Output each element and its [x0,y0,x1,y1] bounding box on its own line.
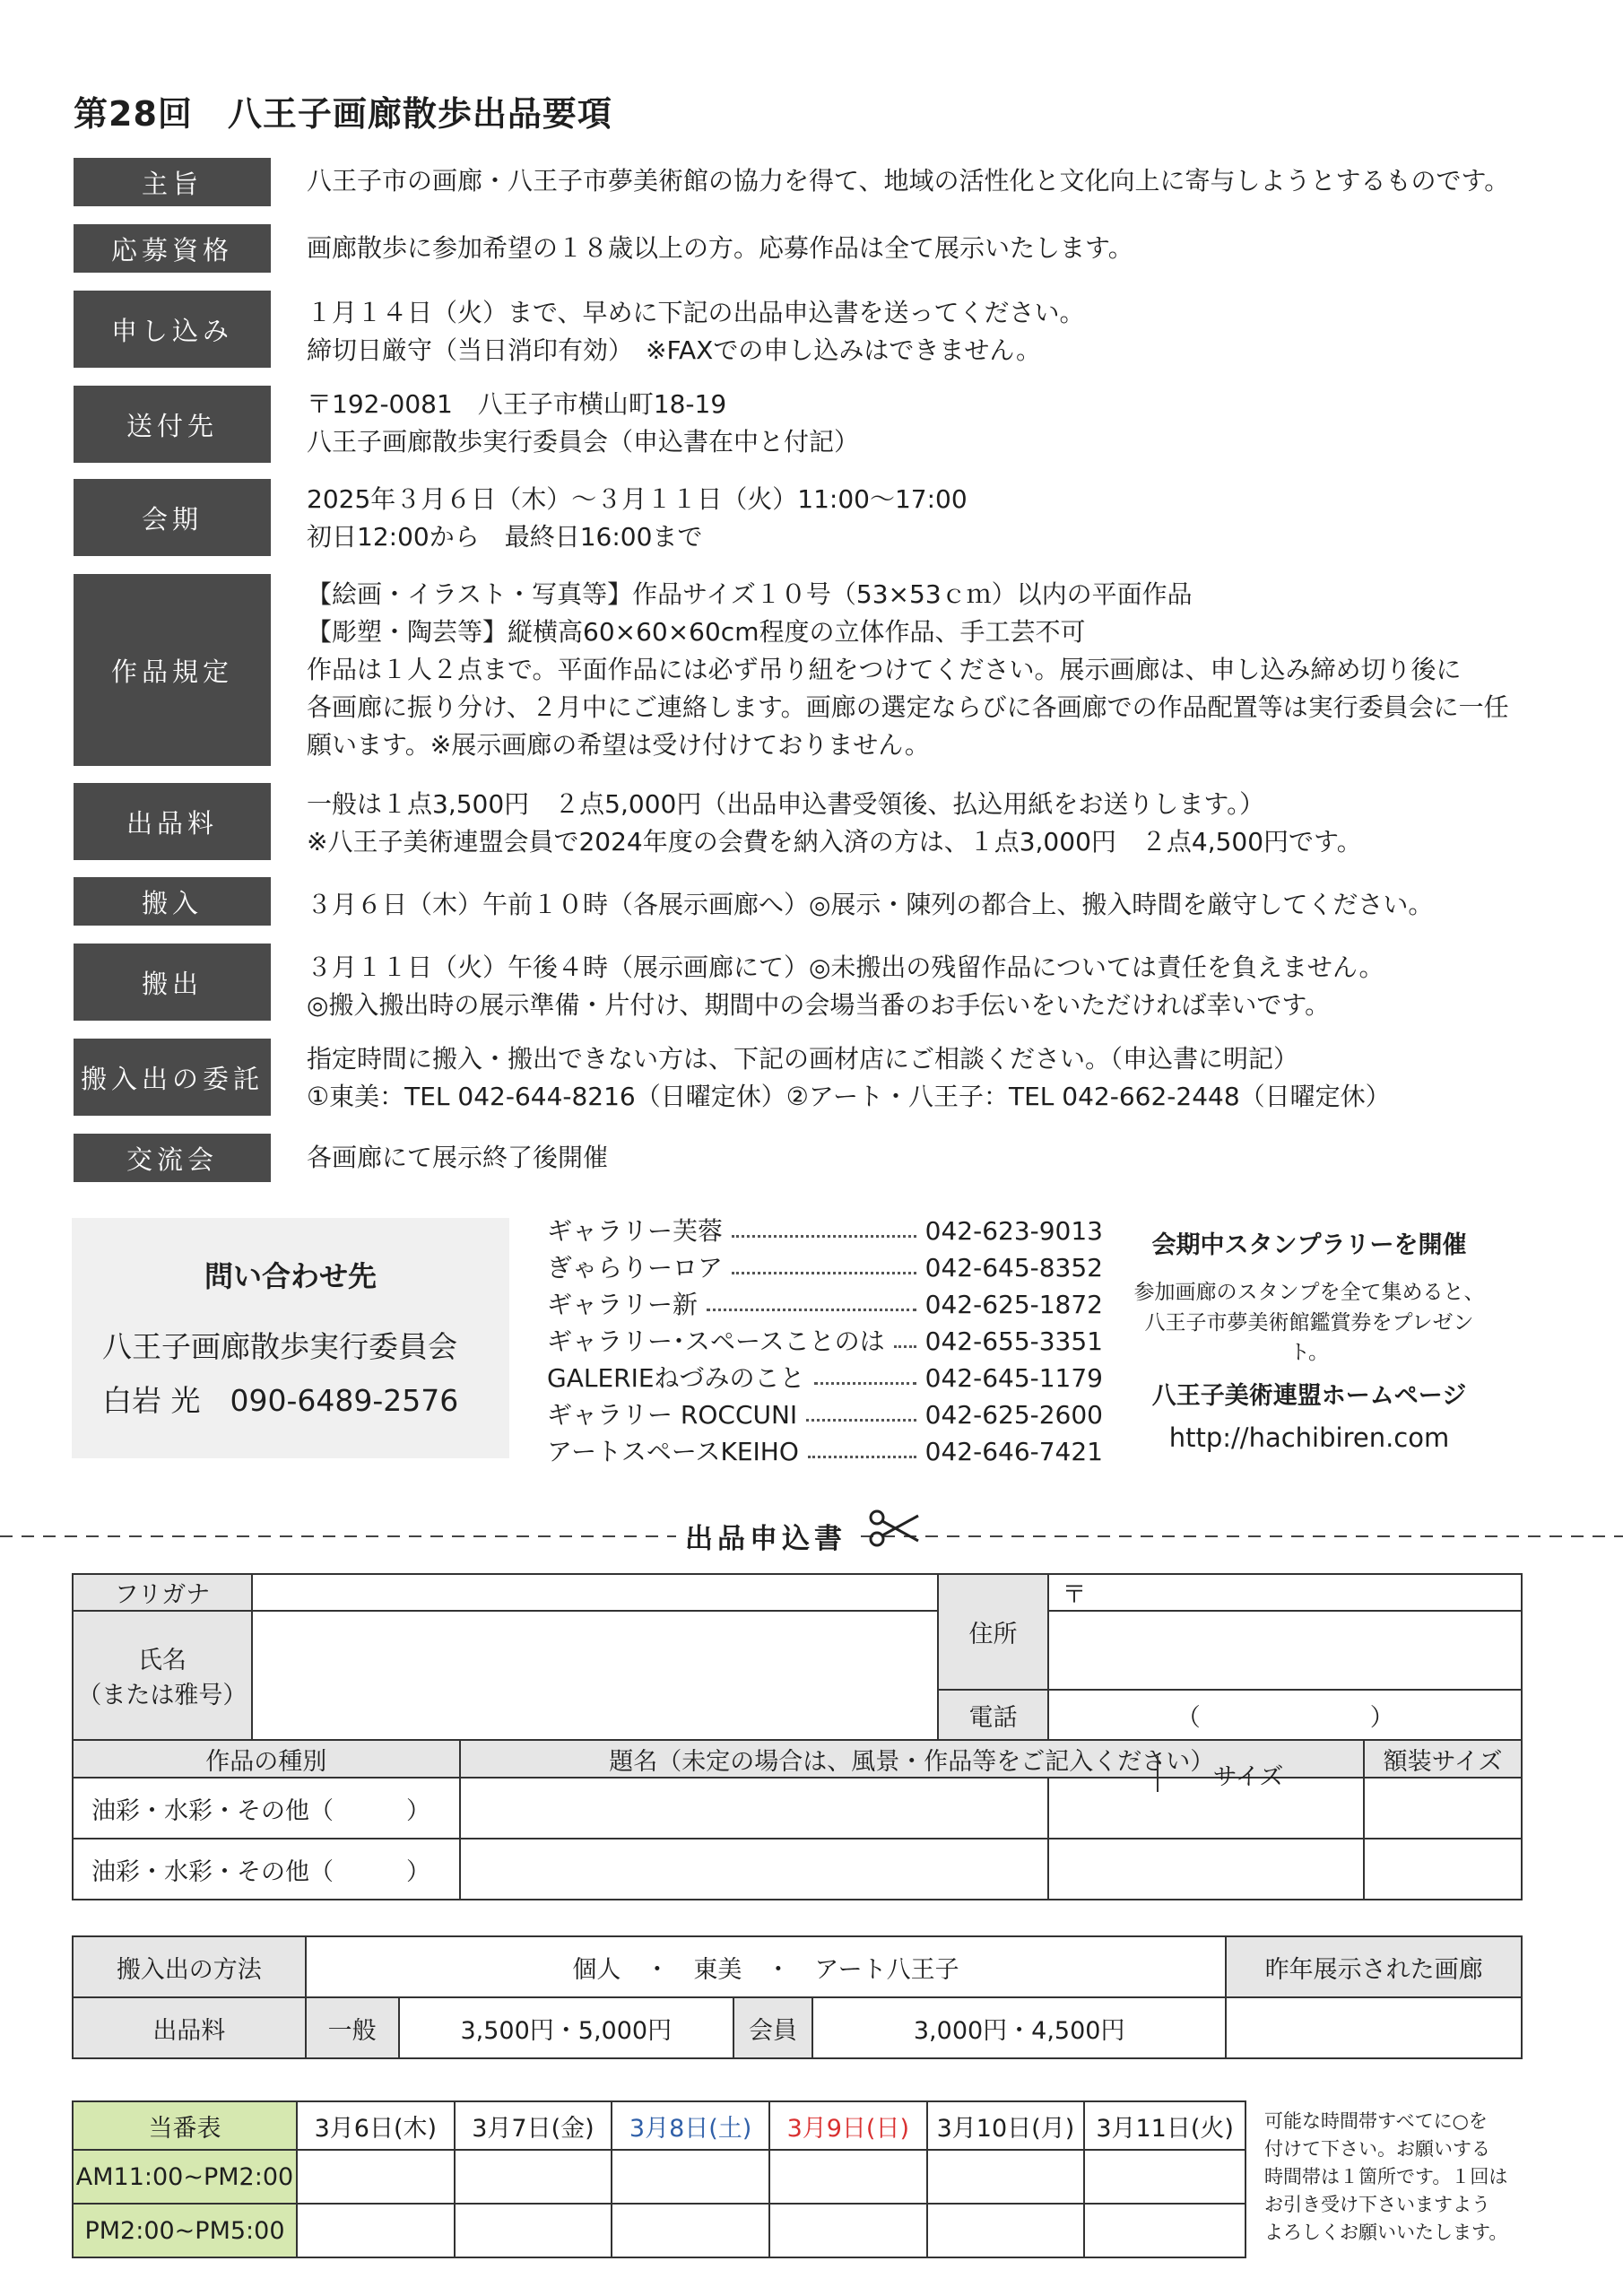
stamp-line2: 八王子市夢美術館鑑賞券をプレゼント。 [1144,1311,1474,1364]
duty-date: 3月11日(火) [1084,2101,1245,2150]
duty-cell[interactable] [1084,2150,1245,2204]
duty-table [72,2100,1246,2258]
duty-header: 当番表 [73,2101,297,2150]
duty-cell[interactable] [769,2150,927,2204]
contact-org: 八王子画廊散歩実行委員会 [102,1329,457,1364]
duty-cell[interactable] [297,2150,455,2204]
duty-slot-am: AM11:00~PM2:00 [73,2150,297,2204]
value-consignment: 指定時間に搬入・搬出できない方は、下記の画材店にご相談ください。（申込書に明記） ①東美：TEL 042-644-8216（日曜定休）②アート・八王子：TEL 042-662-2448（日曜定休） [307,1044,1391,1111]
value-rules: 【絵画・イラスト・写真等】作品サイズ１０号（53×53ｃｍ）以内の平面作品 【彫塑・陶芸等】縦横高60×60×60cm程度の立体作品、手工芸不可 作品は１人２点まで。平面作品には必ず吊り紐をつけてください。展示画廊は、申し込み締め切り後に 各画廊に振り分け、２月中にご連絡します。画廊の選定ならびに各画廊での作品配置等は実行委員会に一任 願います。※展示画廊の希望は受け付けておりません。 [307,579,1509,760]
gallery-list [547,1213,1103,1470]
label-eligibility: 応募資格 [74,224,271,273]
homepage-url[interactable]: http://hachibiren.com [1168,1422,1450,1453]
label-consignment: 搬入出の委託 [74,1039,271,1116]
duty-date-saturday: 3月8日(土) [612,2101,769,2150]
duty-cell[interactable] [297,2204,455,2257]
furigana-label: フリガナ [73,1574,252,1611]
address-label: 住所 [938,1574,1049,1690]
postal-field[interactable] [1048,1574,1522,1611]
value-address: 〒192-0081 八王子市横山町18-19 八王子画廊散歩実行委員会（申込書在中と付記） [307,389,860,457]
general-fee[interactable]: 3,500円・5,000円 [399,1997,734,2058]
work-title-field2[interactable] [460,1839,1049,1900]
duty-cell[interactable] [1084,2204,1245,2257]
label-social: 交流会 [74,1134,271,1182]
gallery-row: GALERIEねづみのこと 042-645-1179 [547,1360,1103,1396]
fee-label: 出品料 [73,1997,306,2058]
last-year-field[interactable] [1226,1997,1522,2058]
label-address: 送付先 [74,386,271,463]
work-type-header: 作品の種別 [73,1740,460,1778]
duty-cell[interactable] [612,2204,769,2257]
phone-field[interactable] [1048,1690,1522,1740]
value-delivery-in: ３月６日（木）午前１０時（各展示画廊へ）◎展示・陳列の都合上、搬入時間を厳守してください。 [307,890,1434,919]
value-eligibility: 画廊散歩に参加希望の１８歳以上の方。応募作品は全て展示いたします。 [307,233,1133,263]
label-rules: 作品規定 [74,574,271,766]
contact-heading: 問い合わせ先 [204,1259,377,1293]
value-purpose: 八王子市の画廊・八王子市夢美術館の協力を得て、地域の活性化と文化向上に寄与しようとするものです。 [307,166,1510,196]
address-field[interactable] [1048,1611,1522,1690]
label-delivery-in: 搬入 [74,877,271,926]
duty-cell[interactable] [455,2204,612,2257]
homepage-heading: 八王子美術連盟ホームページ [1151,1382,1467,1410]
label-period: 会期 [74,479,271,556]
duty-cell[interactable] [927,2150,1085,2204]
duty-cell[interactable] [769,2204,927,2257]
value-period: 2025年３月６日（木）～３月１１日（火）11:00～17:00 初日12:00から 最終日16:00まで [307,484,968,552]
name-field[interactable] [252,1611,938,1740]
duty-note: 可能な時間帯すべてに○を 付けて下さい。お願いする 時間帯は１箇所です。１回は お引き受け下さいますよう よろしくお願いいたします。 [1264,2110,1508,2243]
duty-date: 3月10日(月) [927,2101,1085,2150]
label-purpose: 主旨 [74,158,271,206]
name-label: 氏名 （または雅号） [73,1611,252,1740]
member-fee[interactable]: 3,000円・4,500円 [812,1997,1226,2058]
gallery-row: アートスペースKEIHO 042-646-7421 [547,1433,1103,1470]
scissors-icon [868,1509,922,1548]
label-application: 申し込み [74,291,271,368]
gallery-row: ギャラリー ROCCUNI 042-625-2600 [547,1396,1103,1433]
method-fee-table [72,1935,1523,2059]
duty-cell[interactable] [612,2150,769,2204]
frame-size-field2[interactable] [1364,1839,1522,1900]
value-social: 各画廊にて展示終了後開催 [307,1143,609,1172]
contact-box [72,1218,509,1458]
member-label: 会員 [733,1997,812,2058]
media-option-row1[interactable]: 油彩・水彩・その他（ ） [73,1778,460,1839]
value-delivery-out: ３月１１日（火）午後４時（展示画廊にて）◎未搬出の残留作品については責任を負えません。 ◎搬入搬出時の展示準備・片付け、期間中の会場当番のお手伝いをいただければ幸いです。 [307,952,1384,1020]
stamp-line1: 参加画廊のスタンプを全て集めると、 [1133,1281,1485,1304]
work-title-header: 題名（未定の場合は、風景・作品等をご記入ください） [460,1740,1365,1778]
gallery-row: ぎゃらりーロア 042-645-8352 [547,1249,1103,1286]
stamp-heading: 会期中スタンプラリーを開催 [1151,1231,1467,1259]
gallery-row: ギャラリー新 042-625-1872 [547,1286,1103,1323]
duty-cell[interactable] [455,2150,612,2204]
work-title-field1[interactable] [460,1778,1049,1839]
method-options[interactable]: 個人 ・ 東美 ・ アート八王子 [306,1936,1227,1997]
phone-paren: （ ） [1176,1703,1394,1732]
label-delivery-out: 搬出 [74,944,271,1021]
gallery-row: ギャラリー･スペースことのは 042-655-3351 [547,1323,1103,1360]
application-form-table [72,1573,1523,1900]
value-application: １月１４日（火）まで、早めに下記の出品申込書を送ってください。 締切日厳守（当日消印有効） ※FAXでの申し込みはできません。 [307,298,1085,365]
contact-person: 白岩 光 090-6489-2576 [102,1383,459,1418]
duty-date: 3月6日(木) [297,2101,455,2150]
form-title: 出品申込書 [676,1516,855,1556]
general-label: 一般 [306,1997,399,2058]
method-label: 搬入出の方法 [73,1936,306,1997]
furigana-field[interactable] [252,1574,938,1611]
frame-size-field1[interactable] [1364,1778,1522,1839]
value-fee: 一般は１点3,500円 ２点5,000円（出品申込書受領後、払込用紙をお送りします。） ※八王子美術連盟会員で2024年度の会費を納入済の方は、１点3,000円 ２点4,500円です。 [307,789,1362,857]
duty-cell[interactable] [927,2204,1085,2257]
page-title: 第28回 八王子画廊散歩出品要項 [74,94,612,134]
duty-slot-pm: PM2:00~PM5:00 [73,2204,297,2257]
frame-size-header: 額装サイズ [1364,1740,1522,1778]
postal-mark: 〒 [1062,1581,1087,1609]
last-year-label: 昨年展示された画廊 [1226,1936,1522,1997]
duty-date: 3月7日(金) [455,2101,612,2150]
size-header: サイズ [1157,1756,1338,1792]
phone-label: 電話 [938,1690,1049,1740]
duty-date-sunday: 3月9日(日) [769,2101,927,2150]
media-option-row2[interactable]: 油彩・水彩・その他（ ） [73,1839,460,1900]
size-field2[interactable] [1048,1839,1364,1900]
label-fee: 出品料 [74,783,271,860]
gallery-row: ギャラリー芙蓉 042-623-9013 [547,1213,1103,1249]
